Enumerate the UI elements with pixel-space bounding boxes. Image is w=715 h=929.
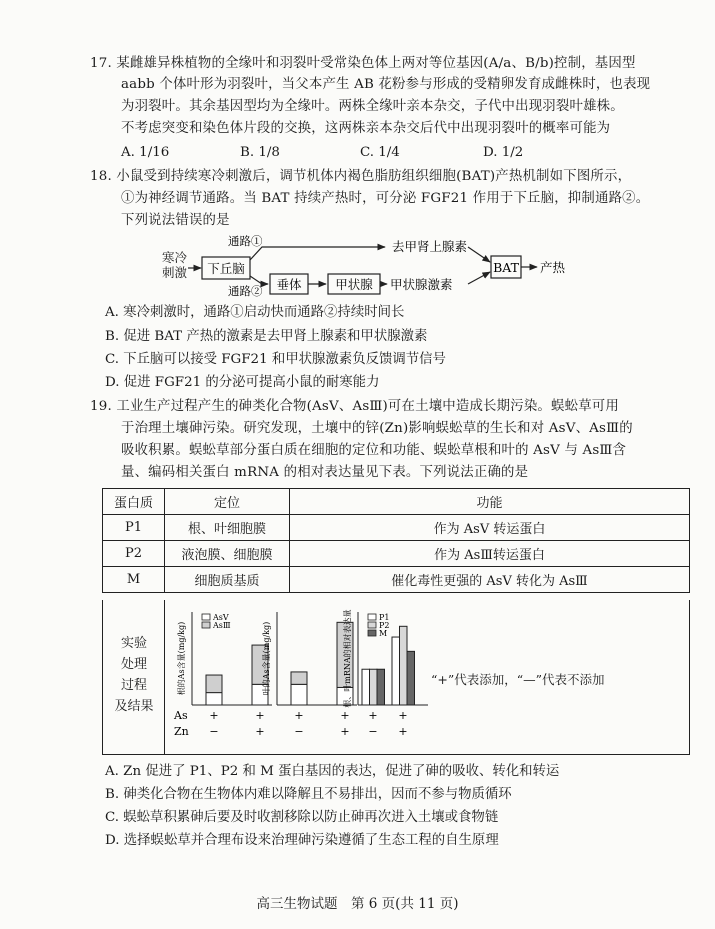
chart-x-mark: +	[340, 725, 350, 738]
chart-bar-segment	[206, 675, 222, 693]
chart-bar	[377, 669, 385, 705]
chart-bar	[362, 669, 370, 705]
q18-line-3: 下列说法错误的是	[121, 213, 230, 228]
q17-line-1: 17. 某雌雄异株植物的全缘叶和羽裂叶受常染色体上两对等位基因(A/a、B/b)控制，基因型	[90, 56, 636, 71]
table-cell: 催化毒性更强的 AsV 转化为 AsⅢ	[290, 567, 690, 593]
experiment-label-line: 过程	[120, 678, 147, 693]
arrow-norepinephrine-to-bat	[468, 247, 490, 262]
chart-legend-swatch	[202, 614, 210, 620]
q17-line-4: 不考虑突变和染色体片段的交换，这两株亲本杂交后代中出现羽裂叶的概率可能为	[121, 121, 611, 136]
chart-legend-label: M	[379, 629, 388, 638]
chart-legend-swatch	[368, 630, 376, 636]
q17-option-b: B. 1/8	[240, 145, 280, 160]
table-row	[103, 567, 690, 593]
chart-y-label: 叶的As含量(mg/kg)	[262, 621, 271, 696]
q19-line-2: 于治理土壤砷污染。研究发现，土壤中的锌(Zn)影响蜈蚣草的生长和对 AsV、AsⅢ的	[121, 421, 633, 436]
table-cell: 液泡膜、细胞膜	[165, 541, 290, 567]
q19-line-3: 吸收积累。蜈蚣草部分蛋白质在细胞的定位和功能、蜈蚣草根和叶的 AsV 与 AsⅢ含	[121, 443, 627, 458]
chart-x-mark: +	[368, 709, 378, 722]
q17-option-a: A. 1/16	[121, 145, 170, 160]
q18-option-c: C. 下丘脑可以接受 FGF21 和甲状腺激素负反馈调节信号	[105, 352, 446, 367]
thyroid-hormone-label: 甲状腺激素	[390, 277, 453, 292]
arrow-hormone-to-bat	[468, 272, 490, 284]
page-footer: 高三生物试题 第 6 页(共 11 页)	[256, 896, 459, 912]
cold-label-1: 寒冷	[162, 250, 188, 265]
experiment-charts	[0, 600, 715, 755]
thyroid-label: 甲状腺	[335, 277, 373, 292]
chart-bar-segment	[291, 684, 307, 705]
heat-label: 产热	[540, 260, 566, 275]
table-cell: P1	[103, 515, 165, 541]
chart-x-mark: +	[209, 709, 219, 722]
chart-y-label: 根、叶mRNA的相对表达量	[343, 609, 352, 708]
chart-x-mark: −	[294, 725, 304, 738]
experiment-label-line: 实验	[120, 636, 147, 651]
table-row	[103, 515, 690, 541]
q17-option-d: D. 1/2	[483, 145, 524, 160]
chart-x-mark: +	[255, 709, 265, 722]
q19-option-d: D. 选择蜈蚣草并合理布设来治理砷污染遵循了生态工程的自生原理	[105, 833, 499, 848]
table-cell: 细胞质基质	[165, 567, 290, 593]
q19-option-b: B. 砷类化合物在生物体内难以降解且不易排出，因而不参与物质循环	[105, 787, 512, 802]
table-header-cell: 定位	[165, 489, 290, 515]
table-header-row	[103, 489, 690, 515]
chart-x-row-label: As	[174, 709, 188, 722]
table-cell: M	[103, 567, 165, 593]
pathway-1-label: 通路①	[228, 234, 263, 248]
chart-bar	[407, 651, 415, 705]
chart-y-label: 根的As含量(mg/kg)	[177, 621, 186, 696]
chart-bar	[392, 637, 400, 705]
pathway-2-arrow	[250, 276, 268, 284]
q18-line-1: 18. 小鼠受到持续寒冷刺激后，调节机体内褐色脂肪组织细胞(BAT)产热机制如下图所示，	[90, 169, 632, 184]
experiment-note: “+”代表添加，“—”代表不添加	[431, 672, 605, 687]
chart-x-mark: +	[398, 725, 408, 738]
chart-x-row-label: Zn	[174, 725, 189, 738]
chart-x-mark: −	[209, 725, 219, 738]
pituitary-label: 垂体	[276, 277, 302, 292]
norepinephrine-label: 去甲肾上腺素	[392, 239, 468, 254]
q18-option-b: B. 促进 BAT 产热的激素是去甲肾上腺素和甲状腺激素	[105, 329, 428, 344]
table-cell: 作为 AsⅢ转运蛋白	[290, 541, 690, 567]
chart-legend-label: P2	[379, 621, 390, 630]
chart-bar	[400, 626, 408, 705]
cold-label-2: 刺激	[162, 265, 188, 280]
pathway-1-arrow	[250, 247, 385, 260]
pathway-2-label: 通路②	[228, 284, 263, 298]
q17-option-c: C. 1/4	[360, 145, 400, 160]
experiment-label-line: 处理	[120, 657, 147, 672]
table-header-cell: 功能	[290, 489, 690, 515]
bat-label: BAT	[493, 260, 519, 275]
table-cell: 作为 AsV 转运蛋白	[290, 515, 690, 541]
q18-option-a: A. 寒冷刺激时，通路①启动快而通路②持续时间长	[105, 305, 405, 320]
q18-option-d: D. 促进 FGF21 的分泌可提高小鼠的耐寒能力	[105, 375, 380, 390]
chart-legend-label: AsⅢ	[213, 621, 231, 630]
q19-line-4: 量、编码相关蛋白 mRNA 的相对表达量见下表。下列说法正确的是	[121, 465, 529, 480]
q18-line-2: ①为神经调节通路。当 BAT 持续产热时，可分泌 FGF21 作用于下丘脑，抑制通路②。	[121, 191, 650, 206]
q19-option-a: A. Zn 促进了 P1、P2 和 M 蛋白基因的表达，促进了砷的吸收、转化和转运	[105, 764, 560, 779]
chart-x-mark: +	[255, 725, 265, 738]
chart-legend-swatch	[368, 614, 376, 620]
chart-legend-swatch	[202, 622, 210, 628]
table-header-cell: 蛋白质	[103, 489, 165, 515]
q19-option-c: C. 蜈蚣草积累砷后要及时收割移除以防止砷再次进入土壤或食物链	[105, 810, 499, 825]
chart-x-mark: +	[294, 709, 304, 722]
chart-bar	[370, 669, 378, 705]
protein-table	[102, 488, 690, 593]
table-cell: 根、叶细胞膜	[165, 515, 290, 541]
chart-bar-segment	[291, 672, 307, 684]
chart-x-mark: +	[398, 709, 408, 722]
chart-x-mark: −	[368, 725, 378, 738]
q19-line-1: 19. 工业生产过程产生的砷类化合物(AsV、AsⅢ)可在土壤中造成长期污染。蜈蚣草可用	[90, 399, 619, 414]
table-cell: P2	[103, 541, 165, 567]
chart-bar-segment	[206, 693, 222, 705]
chart-legend-label: AsV	[213, 613, 229, 622]
q17-line-3: 为羽裂叶。其余基因型均为全缘叶。两株全缘叶亲本杂交，子代中出现羽裂叶雄株。	[121, 99, 624, 114]
table-row	[103, 541, 690, 567]
hypothalamus-label: 下丘脑	[207, 261, 245, 276]
chart-legend-label: P1	[379, 613, 390, 622]
q17-line-2: aabb 个体叶形为羽裂叶，当父本产生 AB 花粉参与形成的受精卵发育成雌株时，也表现	[121, 77, 651, 92]
chart-x-mark: +	[340, 709, 350, 722]
experiment-label-line: 及结果	[114, 699, 154, 714]
bat-regulation-diagram	[0, 232, 715, 302]
chart-legend-swatch	[368, 622, 376, 628]
